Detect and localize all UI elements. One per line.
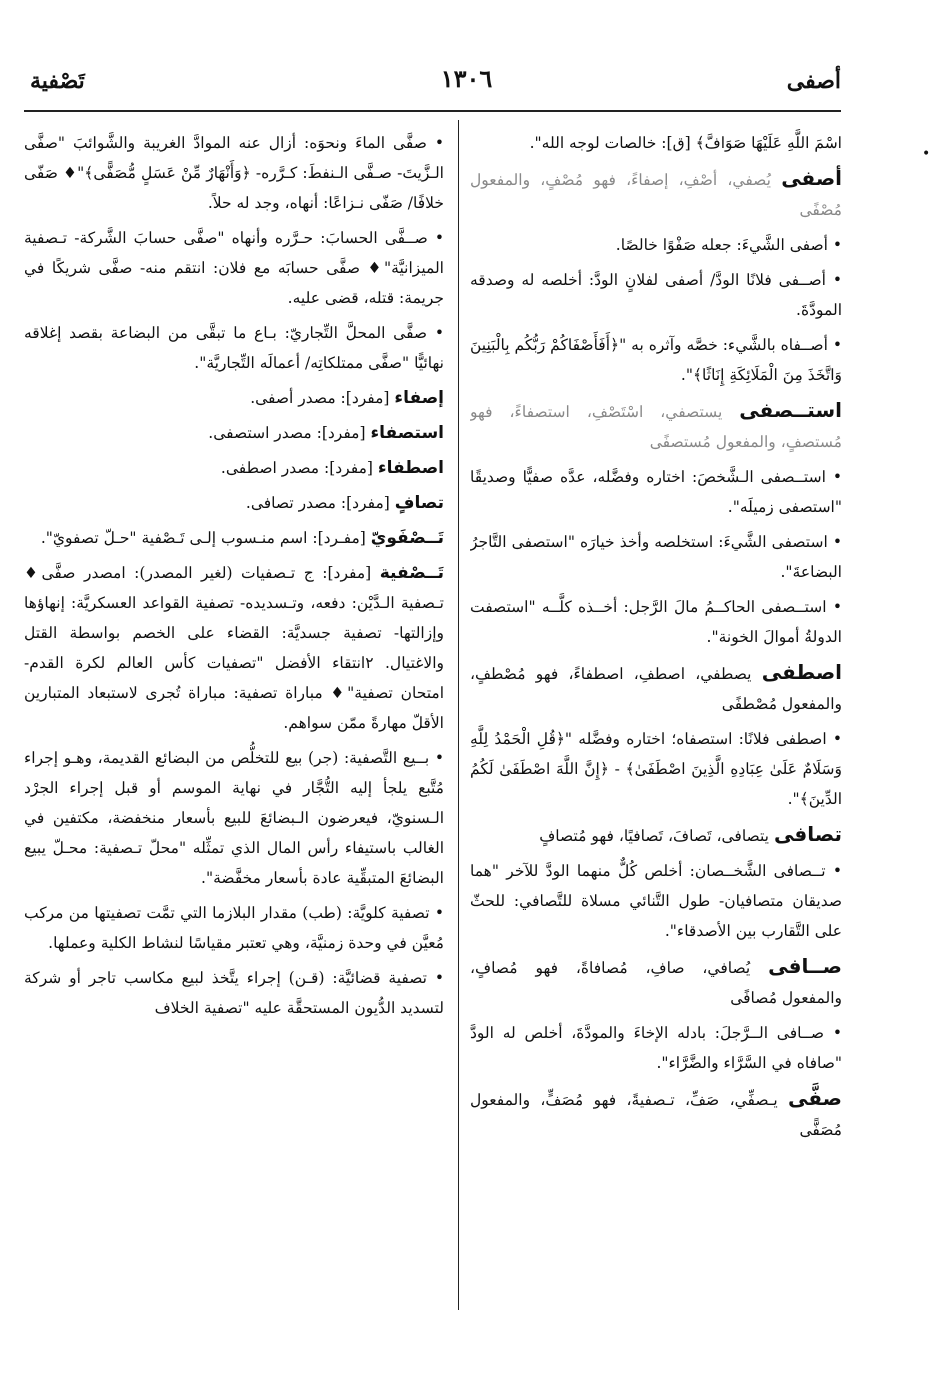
definition-paragraph (470, 1018, 842, 1078)
entry-morphology: [مفرد]: مصدر اصطفى. (220, 459, 373, 477)
dictionary-entry (24, 453, 444, 483)
dictionary-entry (470, 1083, 842, 1145)
entry-morphology: [مفرد]: ج تـصفيات (لغير المصدر): امصدر صفَّى♦ تـصفية الـدَّيْن: دفعه، وتـسديده- تصفية القواعد العسكريَّة: إنهاؤها وإزالتها- تصفية جسديَّة: القضاء على الخصم بواسطة القتل والاغتيال. ٢انتقاء الأفضل "تصفيات كأس العالم لكرة القدم- امتحان تصفية"♦ مباراة تصفية: مباراة تُجرى لاستبعاد المتبارين الأقلّ مهارةً ممّن سواهم. (24, 564, 444, 732)
entry-headword: تَــصْفية (379, 563, 444, 583)
definition-text: • صــفَّى الحسابَ: حـرَّره وأنهاه "صفَّى حسابَ الشَّركة- تـصفية الميزانيَّة"♦ صفَّى حسابَه مع فلان: انتقم منه- صفَّى شريكًا في جريمة: قتله، قضى عليه. (24, 229, 444, 307)
definition-paragraph (24, 963, 444, 1023)
entry-headword: أصفى (781, 166, 842, 190)
definition-text: • صــافى الــرَّجلَ: بادله الإخاءَ والمودَّةَ، أخلص له الودَّ "صافاه في السَّرَّاء والضَّرَّاء". (470, 1024, 842, 1072)
right-column (470, 128, 842, 1308)
definition-paragraph (470, 856, 842, 946)
entry-headword: إصفاء (394, 388, 444, 408)
definition-text: • بــيع التَّصفية: (جر) بيع للتخلُّص من البضائع القديمة، وهـو إجراء مُتَّبع يلجأ إليه التُّجَّار في نهاية الموسم أو قبل إجراء الجرْد الـسنويّ، فيعرضون الـبضائعَ للبيع بأسعار منخفضة، مكتفين في الغالب باستيفاء رأس المال الذي تمثِّله "محلّ تـصفية: محـلّ يبيع البضائعَ المتبقِّية عادة بأسعار مخفَّضة". (24, 749, 444, 887)
header-guide-word-right: أصفى (786, 68, 841, 94)
page-number: ١٣٠٦ (440, 64, 493, 93)
dictionary-entry (470, 657, 842, 719)
definition-text: • أصــفاه بالشَّيء: خصَّه وآثره به "﴿أَفَأَصْفَاكُمْ رَبُّكُم بِالْبَنِينَ وَاتَّخَذَ مِنَ الْمَلَائِكَةِ إِنَاثًا﴾". (470, 336, 842, 384)
definition-paragraph (470, 265, 842, 325)
definition-text: • استصفى الشَّيءَ: استخلصه وأخذ خيارَه "استصفى التَّاجرُ البضاعةَ". (470, 533, 842, 581)
definition-paragraph (470, 330, 842, 390)
definition-text: • تصفية قضائيَّة: (قـن) إجراء يتَّخذ لبيع مكاسب تاجر أو شركة لتسديد الدُّيون المستحقَّة عليه "تصفية الخلاف (24, 969, 444, 1017)
header-rule (24, 110, 841, 112)
entry-headword: اصطفى (761, 660, 842, 684)
dictionary-entry (470, 951, 842, 1013)
definition-paragraph (24, 898, 444, 958)
margin-mark: • (922, 146, 931, 162)
entry-headword: تصافٍ (394, 493, 444, 513)
definition-text: • اصطفى فلانًا: استصفاه؛ اختاره وفضَّله "﴿قُلِ الْحَمْدُ لِلَّهِ وَسَلَامٌ عَلَىٰ عِبَادِهِ الَّذِينَ اصْطَفَىٰ﴾ - ﴿إِنَّ اللَّهَ اصْطَفَىٰ لَكُمُ الدِّينَ﴾". (470, 730, 842, 808)
entry-morphology: [مفرد]: مصدر استصفى. (208, 424, 366, 442)
entry-morphology: يصطفي، اصطفِ، اصطفاءً، فهو مُصْطفٍ، والمفعول مُصْطفًى (470, 665, 842, 713)
header-guide-word-left: تَصْفية (30, 68, 85, 94)
definition-paragraph (24, 128, 444, 218)
dictionary-entry (24, 418, 444, 448)
left-column (24, 128, 444, 1308)
entry-morphology: يُصفي، أصْفِ، إصفاءً، فهو مُصْفٍ، والمفعول مُصْفًى (470, 171, 842, 219)
definition-text: اسْمَ اللَّهِ عَلَيْهَا صَوَافَّ﴾ [ق]: خالصات لوجه الله". (529, 134, 842, 152)
definition-text: • صفَّى الماءَ ونحوَه: أزال عنه الموادَّ الغريبة والشَّوائبَ "صفَّى الـزَّيتَ- صـفَّى الـنفطَ: كـرَّره- ﴿وَأَنْهَارٌ مِّنْ عَسَلٍ مُّصَفًّى﴾"♦ صَفّى خلافًا/ صَفّى نـزاعًا: أنهاه، وجد له حلاً. (24, 134, 444, 212)
entry-morphology: يُصافي، صافِ، مُصافاةً، فهو مُصافٍ، والمفعول مُصافًى (470, 959, 842, 1007)
definition-paragraph (24, 223, 444, 313)
definition-text: • تــصافى الشَّخــصان: أخلص كُلٌّ منهما الودَّ للآخر "هما صديقان متصافيان- طول التَّنائي مسلاة للتَّصافي: للحثّ على التَّقارب بين الأصدقاء". (470, 862, 842, 940)
entry-morphology: [مفـرد]: اسم منـسوب إلـى تَـصْفية "حـلّ تصفويّ". (40, 529, 366, 547)
entry-morphology: [مفرد]: مصدر تصافى. (245, 494, 390, 512)
dictionary-entry (24, 558, 444, 738)
entry-headword: استصفاء (370, 423, 444, 443)
definition-paragraph (470, 527, 842, 587)
entry-headword: استــصفى (739, 398, 842, 422)
dictionary-entry (24, 383, 444, 413)
definition-paragraph (470, 230, 842, 260)
entry-morphology: يستصفي، اسْتَصْفِ، استصفاءً، فهو مُستصفٍ، والمفعول مُستصفًى (470, 403, 842, 451)
definition-paragraph (470, 462, 842, 522)
definition-paragraph (470, 724, 842, 814)
entry-headword: صــافى (768, 954, 842, 978)
entry-headword: اصطفاء (377, 458, 444, 478)
column-divider (458, 120, 459, 1310)
dictionary-entry (470, 819, 842, 851)
dictionary-entry (470, 395, 842, 457)
entry-headword: صفَّى (788, 1086, 842, 1110)
dictionary-entry (470, 163, 842, 225)
definition-text: • أصــفى فلانًا الودَّ/ أصفى لفلانٍ الودَّ: أخلصه له وصدقه المودَّةَ. (470, 271, 842, 319)
definition-paragraph (24, 743, 444, 893)
definition-text: • تصفية كلويَّة: (طب) مقدار البلازما التي تمَّت تصفيتها من مركب مُعيَّن في وحدة زمنيَّة، وهي تعتبر مقياسًا لنشاط الكلية وعملها. (24, 904, 444, 952)
dictionary-entry (24, 523, 444, 553)
entry-morphology: [مفرد]: مصدر أصفى. (250, 389, 390, 407)
entry-headword: تَــصْفَويّ (370, 528, 444, 548)
definition-text: • أصفى الشَّيءَ: جعله صَفْوًا خالصًا. (615, 236, 842, 254)
definition-text: • استــصفى الـشَّخصَ: اختاره وفضَّله، عدَّه صفيًّا وصديقًا "استصفى زميلَه". (470, 468, 842, 516)
entry-morphology: يـصفِّي، صَفِّ، تـصفيةً، فهو مُصَفٍّ، والمفعول مُصَفًّى (470, 1091, 842, 1139)
entry-headword: تصافى (773, 822, 842, 846)
definition-text: • صفَّى المحلَّ التِّجاريّ: بـاع ما تبقَّى من البضاعة بقصد إغلاقه نهائيًّا "صفَّى ممتلكاتِه/ أعمالَه التِّجاريَّة". (24, 324, 444, 372)
definition-paragraph (470, 128, 842, 158)
definition-paragraph (24, 318, 444, 378)
entry-morphology: يتصافى، تَصافَ، تَصافيًا، فهو مُتصافٍ (539, 827, 769, 845)
definition-text: • استــصفى الحاكــمُ مالَ الرَّجل: أخــذه كلَّــه "استصفت الدولةُ أموالَ الخونة". (470, 598, 842, 646)
dictionary-entry (24, 488, 444, 518)
definition-paragraph (470, 592, 842, 652)
